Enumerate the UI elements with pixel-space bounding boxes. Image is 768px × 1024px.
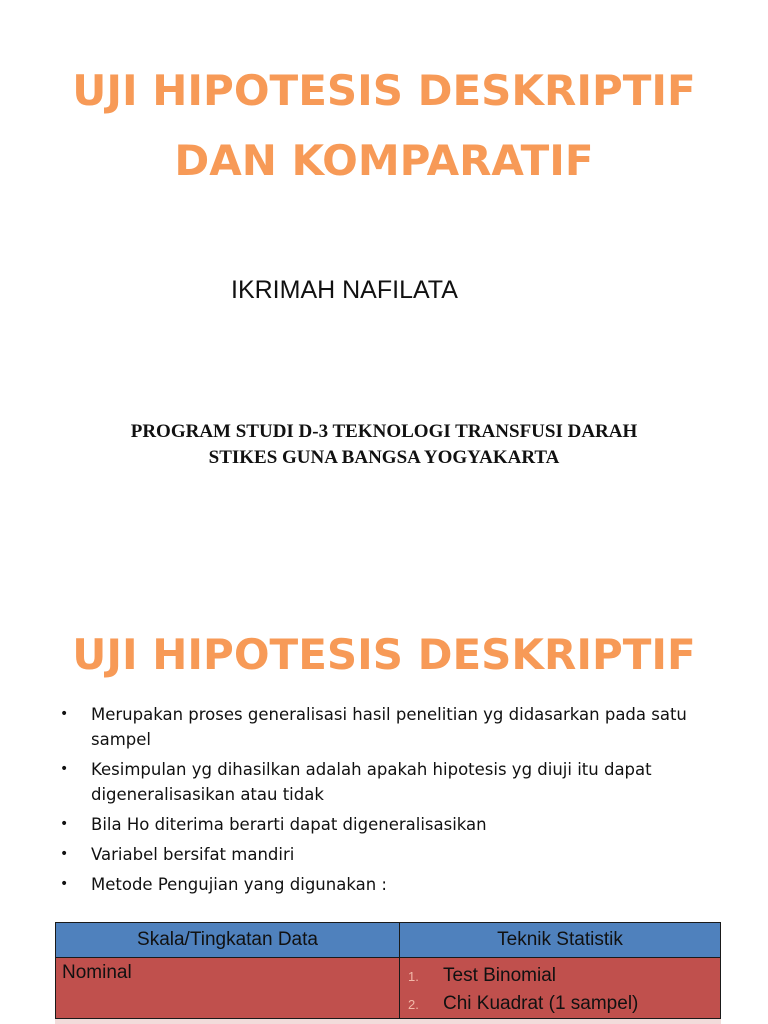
table-header-row (56, 923, 721, 958)
bullet-icon: • (60, 876, 69, 892)
bullet-icon: • (60, 846, 69, 862)
bullet-item (58, 842, 698, 867)
bullet-icon: • (60, 761, 69, 777)
section-title: UJI HIPOTESIS DESKRIPTIF (72, 630, 696, 679)
technique-number: 2. (408, 997, 419, 1012)
bullet-text: Merupakan proses generalisasi hasil penelitian yg didasarkan pada satu sampel (91, 705, 687, 749)
header-scale: Skala/Tingkatan Data (56, 923, 400, 958)
institution-line2: STIKES GUNA BANGSA YOGYAKARTA (208, 447, 560, 468)
cover-title-line2: DAN KOMPARATIF (174, 136, 594, 185)
technique-label: Chi Kuadrat (1 sampel) (443, 993, 639, 1014)
bullet-text: Variabel bersifat mandiri (91, 845, 295, 864)
author-name: IKRIMAH NAFILATA (231, 276, 458, 304)
technique-item (406, 962, 714, 990)
bullet-text: Metode Pengujian yang digunakan : (91, 875, 387, 894)
bullet-item (58, 872, 698, 897)
technique-list (406, 962, 714, 1018)
bullet-item (58, 702, 698, 752)
bullet-item (58, 812, 698, 837)
table-next-row-edge (55, 1018, 721, 1024)
bullet-text: Bila Ho diterima berarti dapat digeneralisasikan (91, 815, 487, 834)
institution-line1: PROGRAM STUDI D-3 TEKNOLOGI TRANSFUSI DARAH (130, 421, 638, 442)
cell-scale: Nominal (56, 958, 400, 1024)
bullet-text: Kesimpulan yg dihasilkan adalah apakah hipotesis yg diuji itu dapat digeneralisasikan atau tidak (91, 760, 652, 804)
technique-number: 1. (408, 969, 419, 984)
bullet-icon: • (60, 706, 69, 722)
cell-techniques (400, 958, 721, 1024)
bullet-list (58, 702, 698, 902)
method-table (55, 922, 721, 1024)
header-technique: Teknik Statistik (400, 923, 721, 958)
bullet-item (58, 757, 698, 807)
bullet-icon: • (60, 816, 69, 832)
cover-title-line1: UJI HIPOTESIS DESKRIPTIF (72, 66, 696, 115)
technique-label: Test Binomial (443, 965, 556, 986)
technique-item (406, 990, 714, 1018)
table-row (56, 958, 721, 1024)
